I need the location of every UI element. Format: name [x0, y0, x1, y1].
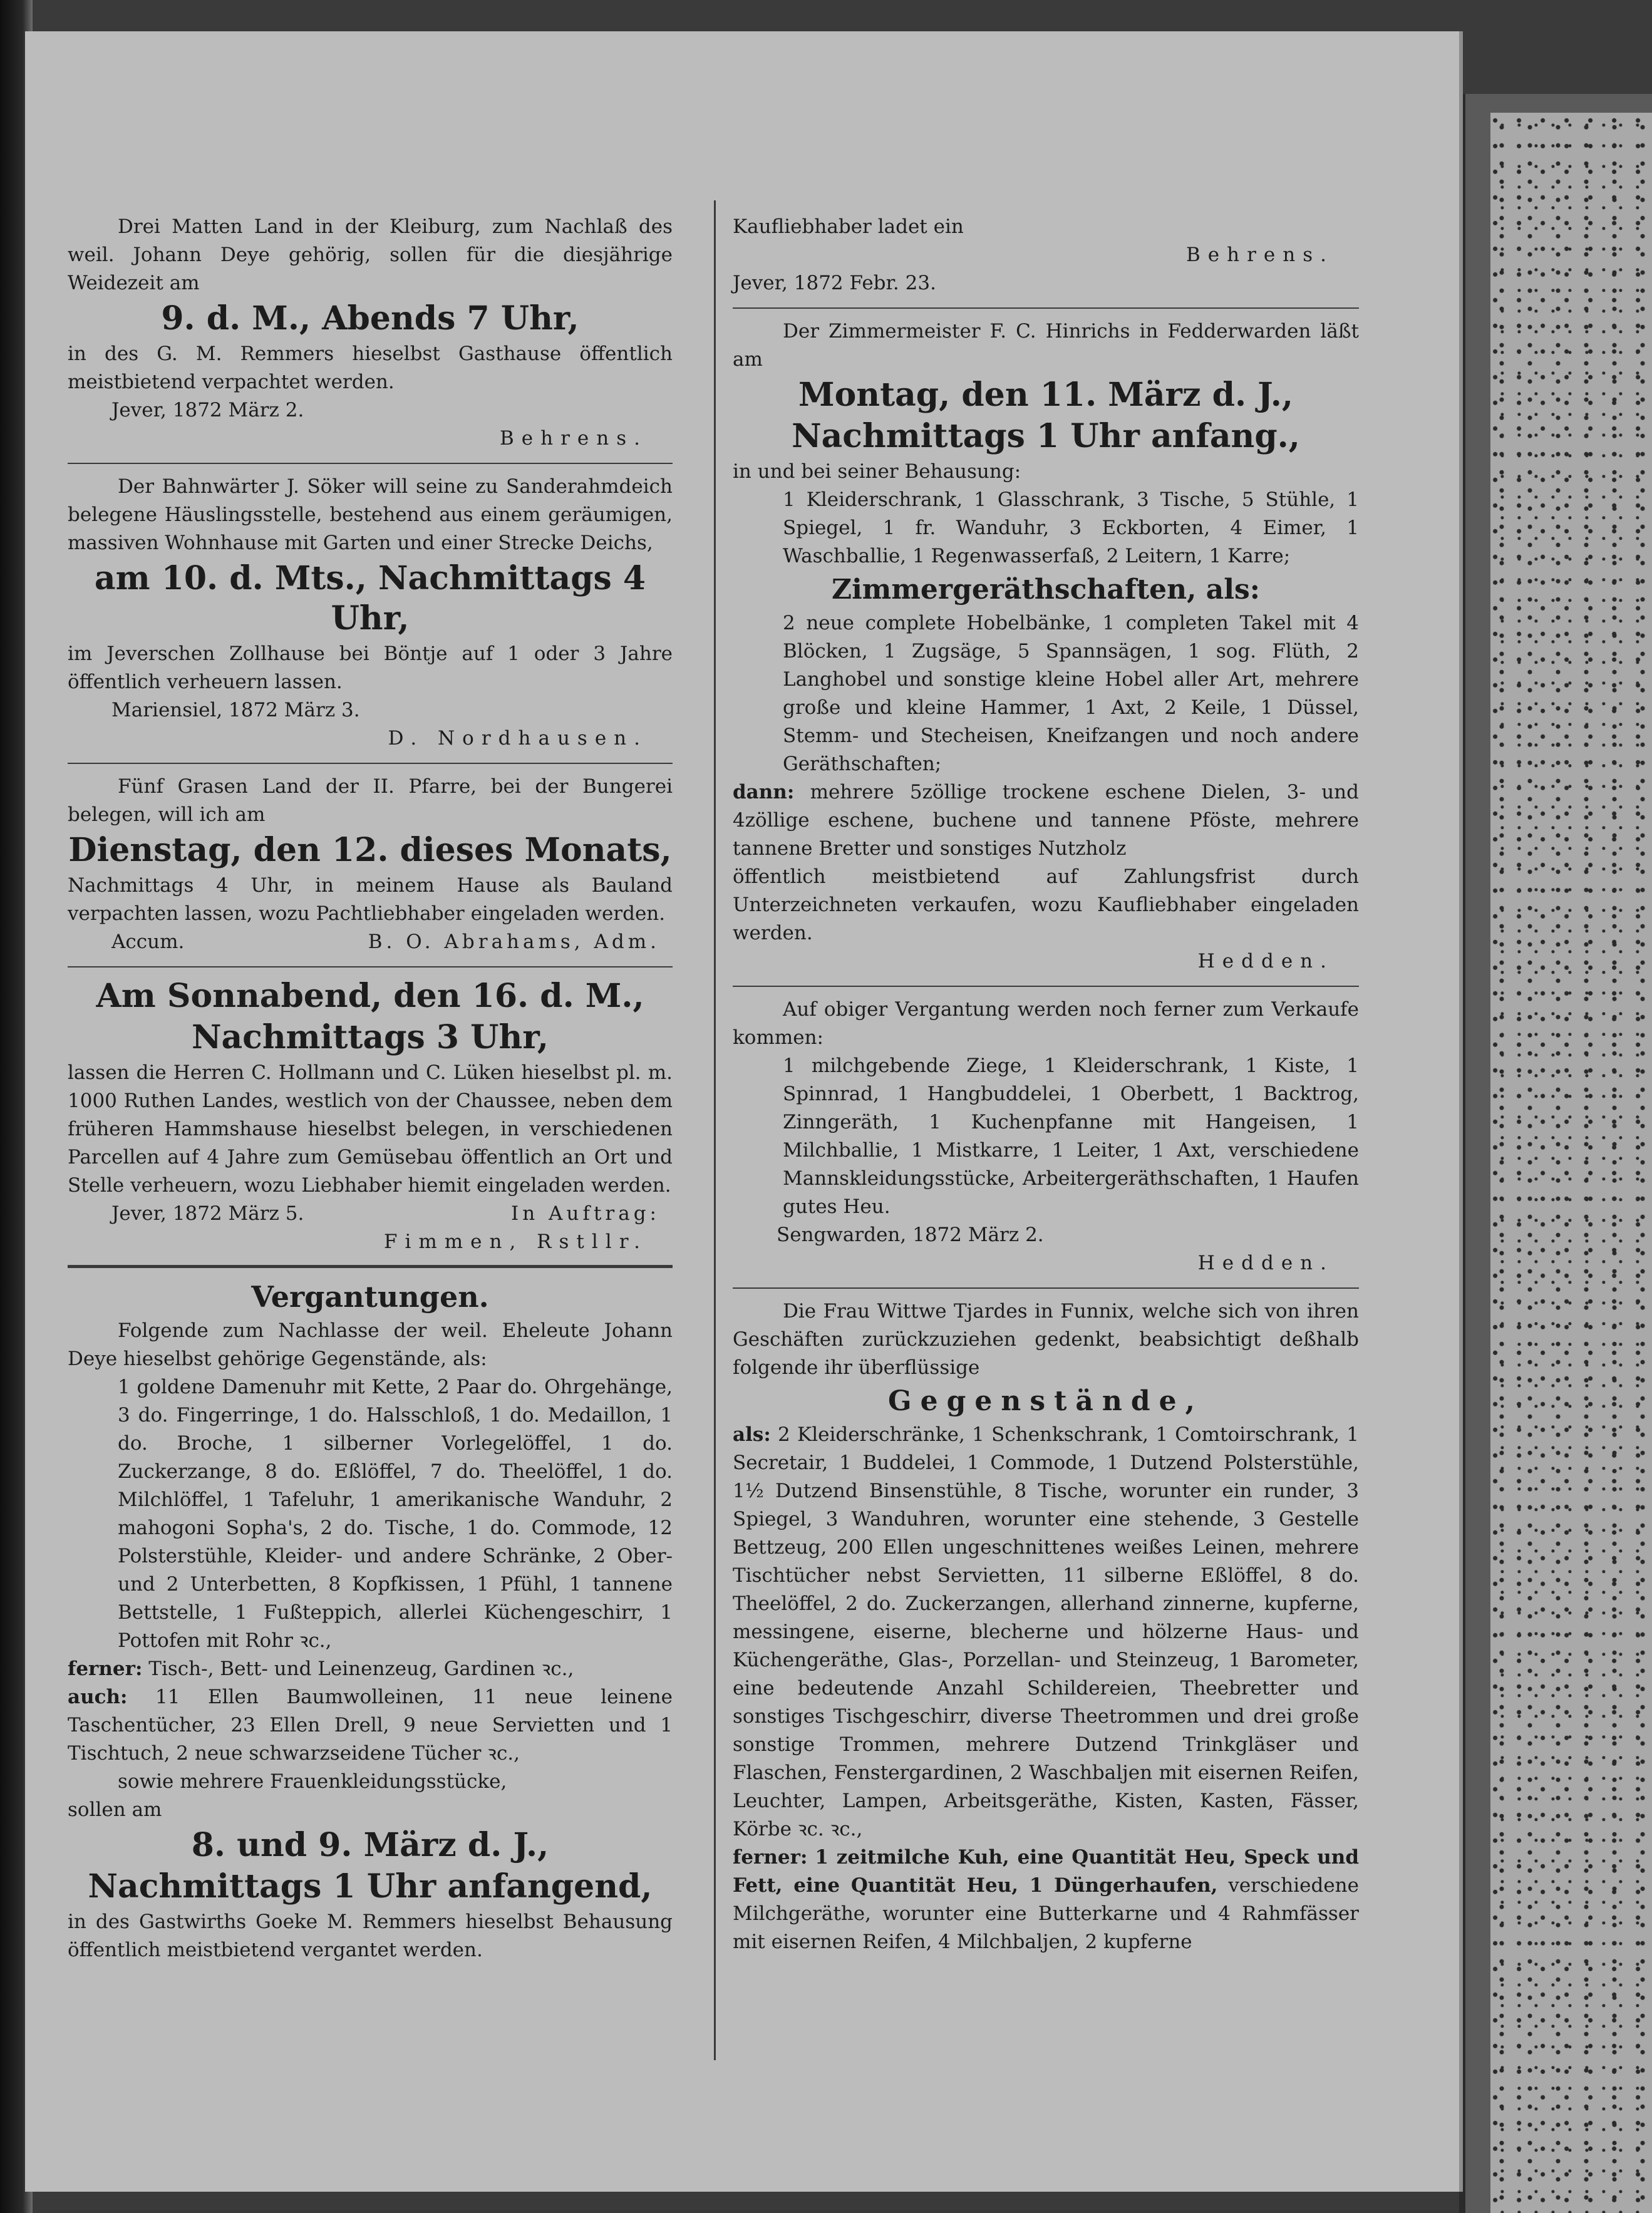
ad-line [733, 1421, 1359, 1844]
ad-separator [733, 307, 1359, 309]
ad-footer [68, 928, 673, 956]
ad-line [68, 1655, 673, 1683]
ad-footer [68, 1200, 673, 1228]
ad-separator [733, 1287, 1359, 1289]
ad-text: Der Bahnwärter J. Söker will seine zu Sanderahmdeich belegene Häuslingsstelle, bestehend aus einem geräumigen, massiven Wohnhause mit Garten und einer Strecke Deichs, [68, 475, 673, 554]
ad-signature: Hedden. [1197, 950, 1334, 972]
ad-items: 1 Kleiderschrank, 1 Glasschrank, 3 Tische, 5 Stühle, 1 Spiegel, 1 fr. Wanduhr, 3 Eckborten, 4 Eimer, 1 Waschballie, 1 Regenwasserfaß, 2 Leitern, 1 Karre; [783, 488, 1359, 567]
ad-separator [733, 986, 1359, 987]
ad-text: öffentlich meistbietend auf Zahlungsfrist durch Unterzeichneten verkaufen, wozu Kaufliebhaber eingeladen werden. [733, 865, 1359, 944]
ad-line [733, 1844, 1359, 1956]
ad-text: Drei Matten Land in der Kleiburg, zum Nachlaß des weil. Johann Deye gehörig, sollen für die diesjährige Weidezeit am [68, 215, 673, 294]
ad-text: Folgende zum Nachlasse der weil. Eheleute Johann Deye hieselbst gehörige Gegenstände, als: [68, 1319, 673, 1370]
ad-items: 2 Kleiderschränke, 1 Schenkschrank, 1 Comtoirschrank, 1 Secretair, 1 Buddelei, 1 Commode, 1 Dutzend Polsterstühle, 1½ Dutzend Binsenstühle, 8 Tische, worunter ein runder, 3 Spiegel, 3 Wanduhren, worunter eine stehende, 3 Gestelle Bettzeug, 200 Ellen ungeschnittenes weißes Leinen, mehrere Tischtücher nebst Servietten, 11 silberne Eßlöffel, 8 do. Theelöffel, 2 do. Zuckerzangen, allerhand zinnerne, kupferne, messingene, eiserne, blecherne und hölzerne Haus- und Küchengeräthe, Glas-, Porzellan- und Steinzeug, 1 Barometer, eine bedeutende Anzahl Schildereien, Theebretter und sonstiges Tischgeschirr, diverse Theetrommen und drei große sonstige Trommen, mehrere Dutzend Trinkgläser und Flaschen, Fenstergardinen, 2 Waschbaljen mit eisernen Reifen, Leuchter, Lampen, Arbeitsgeräthe, Kisten, Kasten, Fässer, Körbe ꝛc. ꝛc., [733, 1423, 1359, 1840]
ad-text: mehrere 5zöllige trockene eschene Dielen, 3- und 4zöllige eschene, buchene und tannene Pföste, mehrere tannene Bretter und sonstiges Nutzholz [733, 781, 1359, 860]
ad-text: Kaufliebhaber ladet ein [733, 215, 964, 238]
ad-headline: Dienstag, den 12. dieses Monats, [68, 831, 672, 869]
ad-headline: am 10. d. Mts., Nachmittags 4 Uhr, [94, 559, 646, 637]
ad-text: 11 Ellen Baumwolleinen, 11 neue leinene Taschentücher, 23 Ellen Drell, 9 neue Servietten und 1 Tischtuch, 2 neue schwarzseidene Tücher ꝛc., [68, 1686, 673, 1765]
ad-headline: Am Sonnabend, den 16. d. M., [96, 977, 644, 1015]
ad-text: in des Gastwirths Goeke M. Remmers hieselbst Behausung öffentlich meistbietend vergantet werden. [68, 1911, 673, 1961]
ad-text: in und bei seiner Behausung: [733, 460, 1021, 483]
ad-bungerei [68, 773, 673, 956]
ad-text: sowie mehrere Frauenkleidungsstücke, [118, 1770, 507, 1793]
ad-headline: 9. d. M., Abends 7 Uhr, [161, 299, 579, 338]
ad-separator [68, 966, 673, 967]
ad-text: im Jeverschen Zollhause bei Böntje auf 1 oder 3 Jahre öffentlich verheuern lassen. [68, 642, 673, 693]
ad-dateline: Sengwarden, 1872 März 2. [777, 1224, 1044, 1246]
ad-text: verschiedene Milchgeräthe, worunter eine Butterkarne und 4 Rahmfässer mit eisernen Reifen, 4 Milchbaljen, 2 kupferne [733, 1874, 1359, 1953]
ad-nachlass-deye [68, 1317, 673, 1964]
ad-items: 2 neue complete Hobelbänke, 1 completen Takel mit 4 Blöcken, 1 Zugsäge, 5 Spannsägen, 1 sog. Flüth, 2 Langhobel und sonstige kleine Hobel aller Art, mehrere große und kleine Hammer, 1 Axt, 2 Keile, 1 Düssel, Stemm- und Stecheisen, Kneifzangen und noch andere Geräthschaften; [783, 612, 1359, 775]
ad-hinrichs [733, 317, 1359, 976]
ad-sanderahmdeich [68, 473, 673, 753]
ad-separator [68, 763, 673, 764]
ad-signature: B. O. Abrahams, Adm. [368, 931, 660, 953]
ad-kleiburg [68, 213, 673, 453]
ad-text: Fünf Grasen Land der II. Pfarre, bei der Bungerei belegen, will ich am [68, 775, 673, 826]
ad-dateline: Jever, 1872 Febr. 23. [733, 272, 936, 294]
ad-headline: Nachmittags 1 Uhr anfangend, [88, 1867, 653, 1906]
ad-signature: D. Nordhausen. [388, 727, 648, 750]
ad-place: Accum. [111, 931, 185, 953]
section-title: Vergantungen. [251, 1280, 489, 1314]
ad-tjardes [733, 1297, 1359, 1956]
ad-signature: Behrens. [500, 427, 648, 450]
ad-dateline: Jever, 1872 März 2. [111, 399, 304, 421]
ad-headline: 8. und 9. März d. J., [191, 1826, 549, 1864]
ad-separator [68, 463, 673, 464]
ad-text: in des G. M. Remmers hieselbst Gasthause öffentlich meistbietend verpachtet werden. [68, 343, 673, 393]
ad-label: ferner: [733, 1846, 808, 1869]
ad-signature: Behrens. [1186, 244, 1334, 266]
ad-vergantung-extra [733, 996, 1359, 1277]
ad-continued [733, 213, 1359, 297]
right-column [733, 213, 1359, 1956]
ad-items: 1 milchgebende Ziege, 1 Kleiderschrank, 1 Kiste, 1 Spinnrad, 1 Hangbuddelei, 1 Oberbett, 1 Backtrog, Zinngeräth, 1 Kuchenpfanne mit Hangeisen, 1 Milchballie, 1 Mistkarre, 1 Leiter, 1 Axt, verschiedene Mannskleidungsstücke, Arbeitergeräthschaften, 1 Haufen gutes Heu. [783, 1055, 1359, 1218]
ad-items: 1 goldene Damenuhr mit Kette, 2 Paar do. Ohrgehänge, 3 do. Fingerringe, 1 do. Halsschloß, 1 do. Medaillon, 1 do. Broche, 1 silberner Vorlegelöffel, 1 do. Zuckerzange, 8 do. Eßlöffel, 7 do. Theelöffel, 1 do. Milchlöffel, 1 Tafeluhr, 1 amerikanische Wanduhr, 2 mahogoni Sopha's, 2 do. Tische, 1 do. Commode, 12 Polsterstühle, Kleider- und andere Schränke, 2 Ober- und 2 Unterbetten, 8 Kopfkissen, 1 Pfühl, 1 tannene Bettstelle, 1 Fußteppich, allerlei Küchengeschirr, 1 Pottofen mit Rohr ꝛc., [118, 1376, 673, 1652]
column-rule [714, 200, 716, 2060]
ad-text: sollen am [68, 1798, 162, 1821]
ad-label: ferner: [68, 1658, 143, 1680]
ad-text: Auf obiger Vergantung werden noch ferner zum Verkaufe kommen: [733, 998, 1359, 1049]
ad-text: lassen die Herren C. Hollmann und C. Lüken hieselbst pl. m. 1000 Ruthen Landes, westlich von der Chaussee, neben dem früheren Hammshause hieselbst belegen, in verschiedenen Parcellen auf 4 Jahre zum Gemüsebau öffentlich an Ort und Stelle verheuern, wozu Liebhaber hiemit eingeladen werden. [68, 1061, 673, 1197]
ad-headline: Nachmittags 1 Uhr anfang., [792, 417, 1300, 455]
ad-signature: Fimmen, Rstllr. [383, 1230, 648, 1253]
book-block-face [1490, 113, 1652, 2213]
ad-text: Nachmittags 4 Uhr, in meinem Hause als Bauland verpachten lassen, wozu Pachtliebhaber eingeladen werden. [68, 874, 673, 925]
ad-label: als: [733, 1423, 771, 1446]
ad-text: Die Frau Wittwe Tjardes in Funnix, welche sich von ihren Geschäften zurückzuziehen gedenkt, beabsichtigt deßhalb folgende ihr überflüssige [733, 1300, 1359, 1379]
ad-headline: Montag, den 11. März d. J., [798, 376, 1293, 414]
ad-text: Der Zimmermeister F. C. Hinrichs in Fedderwarden läßt am [733, 320, 1359, 371]
ad-line [68, 1683, 673, 1768]
ad-dateline: Mariensiel, 1872 März 3. [111, 699, 360, 721]
ad-headline: Gegenstände, [888, 1385, 1204, 1417]
ad-headline: Nachmittags 3 Uhr, [191, 1018, 549, 1056]
ad-line [733, 778, 1359, 863]
ad-text: Tisch-, Bett- und Leinenzeug, Gardinen ꝛc., [148, 1658, 574, 1680]
ad-label: auch: [68, 1686, 128, 1708]
ad-bold-text: 1 zeitmilche Kuh, eine Quantität Heu, Speck und Fett, eine Quantität Heu, 1 Düngerhaufen, [733, 1846, 1360, 1897]
ad-signature: Hedden. [1197, 1252, 1334, 1274]
ad-sig-label: In Auftrag: [511, 1202, 660, 1225]
section-separator [68, 1265, 673, 1268]
ad-dateline: Jever, 1872 März 5. [111, 1202, 304, 1225]
left-column [68, 213, 673, 1964]
ad-headline: Zimmergeräthschaften, als: [831, 574, 1261, 606]
ad-label: dann: [733, 781, 795, 803]
ad-sonnabend [68, 976, 673, 1256]
